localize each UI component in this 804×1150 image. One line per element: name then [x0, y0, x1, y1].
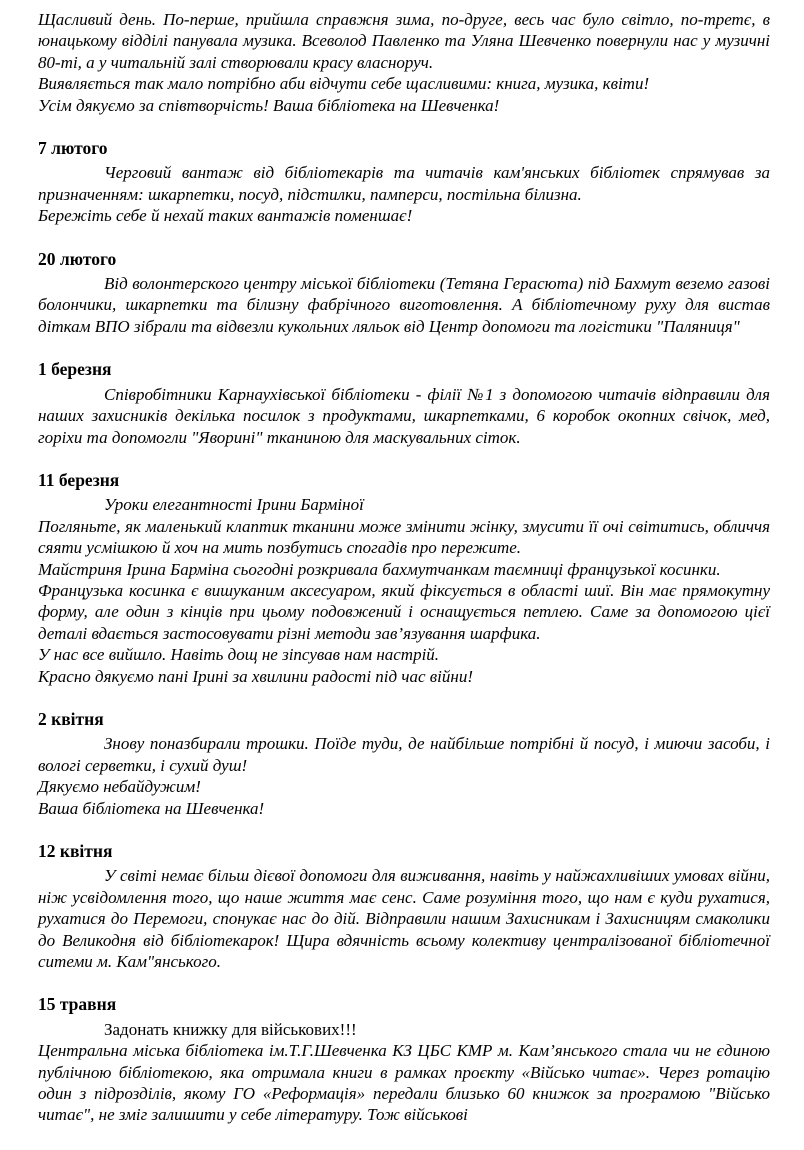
entry-date-heading: 2 квітня: [38, 708, 104, 729]
paragraph: Знову поназбирали трошки. Поїде туди, де найбільше потрібні й посуд, і миючи засоби, і вологі серветки, і сухий душ!: [38, 734, 770, 775]
entry-date-heading: 7 лютого: [38, 138, 108, 159]
paragraph: Співробітники Карнаухівської бібліотеки - філії №1 з допомогою читачів відправили для наших захисників декілька посилок з продуктами, шкарпетками, 6 коробок окопних свічок, мед, горіхи та допомогли "Яворині" тканиною для маскувальних сіток.: [38, 384, 770, 447]
diary-entry: [38, 138, 770, 227]
diary-entry: [38, 709, 770, 819]
diary-entry: [38, 994, 770, 1125]
paragraph: Задонать книжку для військових!!!: [104, 1019, 357, 1039]
paragraph: Центральна міська бібліотека ім.Т.Г.Шевченка КЗ ЦБС КМР м. Кам’янського стала чи не єдиною публічною бібліотекою, яка отримала книги в рамках проєкту «Військо читає». Через ротацію один з підрозділів, якому ГО «Реформація» передали близько 60 книжок за програмою "Військо читає", не зміг залишити у себе літературу. Тож військові: [38, 1041, 770, 1125]
paragraph: Усім дякуємо за співтворчість! Ваша бібліотека на Шевченка!: [38, 95, 500, 115]
entry-date-heading: 11 березня: [38, 469, 120, 490]
paragraph: Дякуємо небайдужим!: [38, 777, 201, 797]
intro-section: [38, 9, 770, 116]
diary-entry: [38, 249, 770, 338]
paragraph: Погляньте, як маленький клаптик тканини може змінити жінку, змусити її очі світитись, обличчя сяяти усмішкою й хоч на мить позбутись спогадів про пережите.: [38, 516, 770, 558]
diary-entry: [38, 359, 770, 448]
paragraph: Красно дякуємо пані Ірині за хвилини радості під час війни!: [38, 666, 473, 686]
entry-date-heading: 1 березня: [38, 359, 112, 380]
diary-entry: [38, 470, 770, 687]
paragraph: Ваша бібліотека на Шевченка!: [38, 798, 265, 818]
paragraph: Бережіть себе й нехай таких вантажів поменшає!: [38, 206, 413, 226]
paragraph: Уроки елегантності Ірини Барміної: [104, 495, 364, 515]
paragraph: Французька косинка є вишуканим аксесуаром, який фіксується в області шиї. Він має прямокутну форму, але один з кінців при цьому подовжений і оснащується петлею. Саме за допомогою цієї деталі вдається застосовувати різні методи зав’язування шарфика.: [38, 580, 770, 643]
paragraph: Майстриня Ірина Барміна сьогодні розкривала бахмутчанкам таємниці французької косинки.: [38, 559, 721, 579]
entry-date-heading: 20 лютого: [38, 248, 117, 269]
entry-date-heading: 15 травня: [38, 994, 117, 1015]
paragraph: Черговий вантаж від бібліотекарів та читачів кам'янських бібліотек спрямував за призначенням: шкарпетки, посуд, підстилки, памперси, постільна білизна.: [38, 163, 770, 204]
paragraph: Щасливий день. По-перше, прийшла справжня зима, по-друге, весь час було світло, по-третє, в юнацькому відділі панувала музика. Всеволод Павленко та Уляна Шевченко повернули нас у музичні 80-ті, а у читальній залі створювали красу власноруч.: [38, 10, 770, 72]
paragraph: У нас все вийшло. Навіть дощ не зіпсував нам настрій.: [38, 645, 440, 665]
entry-date-heading: 12 квітня: [38, 841, 113, 861]
paragraph: Виявляється так мало потрібно аби відчути себе щасливими: книга, музика, квіти!: [38, 74, 650, 94]
entries-container: [38, 138, 770, 1126]
paragraph: Від волонтерского центру міської бібліотеки (Тетяна Герасюта) під Бахмут веземо газові болончики, шкарпетки та білизну фабрічного виготовлення. А бібліотечному руху для вистав діткам ВПО зібрали та відвезли кукольних ляльок від Центр допомоги та логістики "Паляниця": [38, 274, 770, 336]
diary-entry: [38, 841, 770, 972]
paragraph: У світі немає більш дієвої допомоги для виживання, навіть у найжахливіших умовах війни, ніж усвідомлення того, що наше життя має сенс. Саме розуміння того, що нам є куди рухатися, рухатися до Перемоги, спонукає нас до дій. Відправили нашим Захисникам і Захисницям смаколики до Великодня від бібліотекарок! Щира вдячність всьому колективу централізованої бібліотечної ситеми м. Кам"янського.: [38, 866, 770, 972]
